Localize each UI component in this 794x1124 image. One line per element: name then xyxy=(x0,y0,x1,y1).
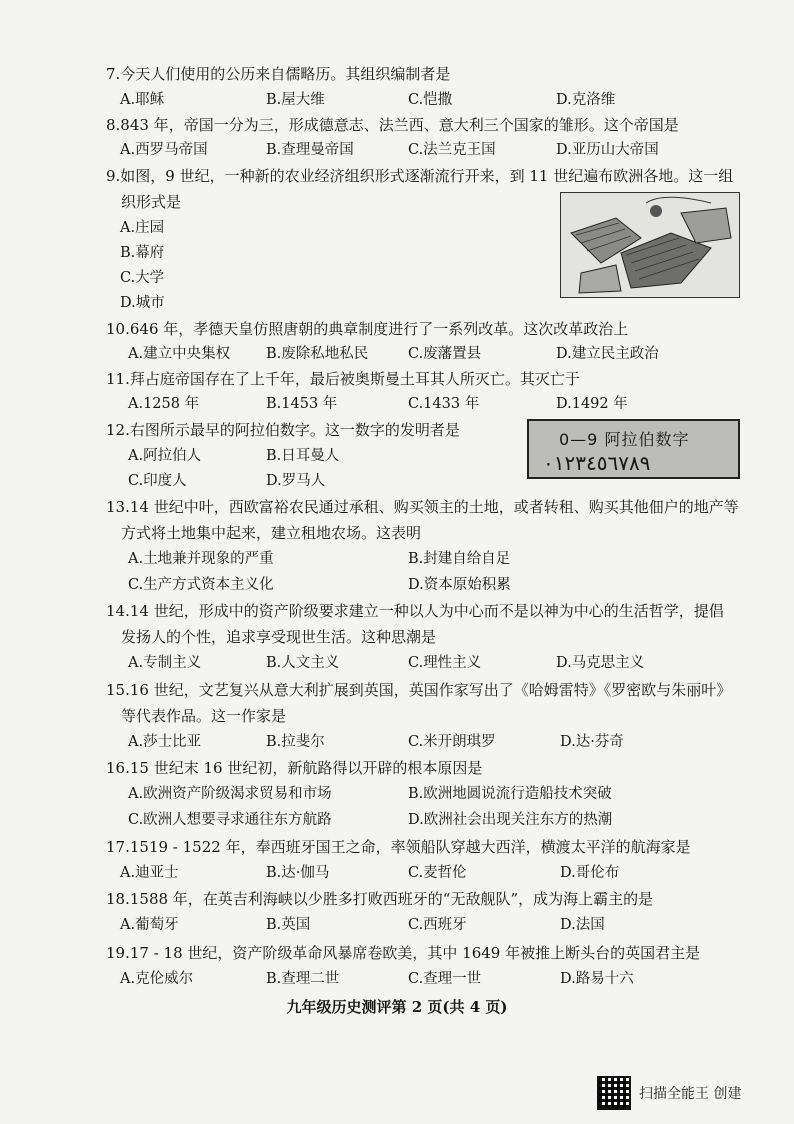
question-16-stem: 16.15 世纪末 16 世纪初，新航路得以开辟的根本原因是 xyxy=(106,759,483,777)
q17-option-d: D.哥伦布 xyxy=(560,865,620,881)
q17-option-c: C.麦哲伦 xyxy=(408,865,467,881)
manor-drawing xyxy=(561,193,739,297)
q14-option-c: C.理性主义 xyxy=(408,655,482,671)
q10-option-a: A.建立中央集权 xyxy=(128,346,231,362)
question-14-stem: 14.14 世纪，形成中的资产阶级要求建立一种以人为中心而不是以神为中心的生活哲学，提倡 xyxy=(106,602,724,620)
q18-option-a: A.葡萄牙 xyxy=(120,917,179,933)
q10-option-d: D.建立民主政治 xyxy=(556,346,659,362)
q12-option-a: A.阿拉伯人 xyxy=(128,448,202,464)
q15-option-c: C.米开朗琪罗 xyxy=(408,734,496,750)
question-9-stem: 9.如图，9 世纪，一种新的农业经济组织形式逐渐流行开来，到 11 世纪遍布欧洲各地。这一组 xyxy=(106,167,734,185)
q12-option-b: B.日耳曼人 xyxy=(266,448,340,464)
q17-option-b: B.达·伽马 xyxy=(266,865,330,881)
question-8-stem: 8.843 年，帝国一分为三，形成德意志、法兰西、意大利三个国家的雏形。这个帝国是 xyxy=(106,116,679,134)
question-17-stem: 17.1519 - 1522 年，奉西班牙国王之命，率领船队穿越大西洋，横渡太平洋的航海家是 xyxy=(106,838,691,856)
q7-option-c: C.恺撒 xyxy=(408,92,453,108)
arabic-numerals-figure xyxy=(527,419,740,479)
q16-option-b: B.欧洲地圆说流行造船技术突破 xyxy=(408,786,612,802)
q18-option-c: C.西班牙 xyxy=(408,917,467,933)
q15-option-b: B.拉斐尔 xyxy=(266,734,325,750)
question-15-stem-cont: 等代表作品。这一作家是 xyxy=(121,707,287,725)
q18-option-b: B.英国 xyxy=(266,917,311,933)
q12-option-c: C.印度人 xyxy=(128,473,187,489)
q16-option-d: D.欧洲社会出现关注东方的热潮 xyxy=(408,812,613,828)
q7-option-a: A.耶稣 xyxy=(120,92,165,108)
qr-code-icon xyxy=(597,1076,631,1110)
q12-option-d: D.罗马人 xyxy=(266,473,326,489)
question-13-stem: 13.14 世纪中叶，西欧富裕农民通过承租、购买领主的土地，或者转租、购买其他佃户的地产等 xyxy=(106,498,739,516)
q9-option-d: D.城市 xyxy=(120,295,165,311)
q13-option-a: A.土地兼并现象的严重 xyxy=(128,551,274,567)
question-15-stem: 15.16 世纪，文艺复兴从意大利扩展到英国，英国作家写出了《哈姆雷特》《罗密欧与朱丽叶》 xyxy=(106,681,732,699)
q15-option-a: A.莎士比亚 xyxy=(128,734,202,750)
q9-option-a: A.庄园 xyxy=(120,220,165,236)
manor-illustration xyxy=(560,192,740,298)
q9-option-c: C.大学 xyxy=(120,270,165,286)
page-footer: 九年级历史测评第 2 页(共 4 页) xyxy=(286,998,508,1016)
q17-option-a: A.迪亚士 xyxy=(120,865,179,881)
q19-option-d: D.路易十六 xyxy=(560,971,634,987)
question-19-stem: 19.17 - 18 世纪，资产阶级革命风暴席卷欧美，其中 1649 年被推上断头台的英国君主是 xyxy=(106,944,701,962)
arabic-figure-title: 0—9 阿拉伯数字 xyxy=(559,430,690,449)
q10-option-c: C.废藩置县 xyxy=(408,346,482,362)
question-18-stem: 18.1588 年，在英吉利海峡以少胜多打败西班牙的“无敌舰队”，成为海上霸主的是 xyxy=(106,890,654,908)
q16-option-a: A.欧洲资产阶级渴求贸易和市场 xyxy=(128,786,332,802)
q13-option-d: D.资本原始积累 xyxy=(408,577,511,593)
q11-option-a: A.1258 年 xyxy=(128,396,200,412)
q14-option-b: B.人文主义 xyxy=(266,655,340,671)
q9-option-b: B.幕府 xyxy=(120,245,165,261)
question-7-stem: 7.今天人们使用的公历来自儒略历。其组织编制者是 xyxy=(106,65,451,83)
q8-option-d: D.亚历山大帝国 xyxy=(556,142,659,158)
q15-option-d: D.达·芬奇 xyxy=(560,734,624,750)
scanner-watermark xyxy=(597,1076,741,1110)
q13-option-b: B.封建自给自足 xyxy=(408,551,511,567)
watermark-text: 扫描全能王 创建 xyxy=(639,1086,742,1102)
q19-option-b: B.查理二世 xyxy=(266,971,340,987)
q11-option-c: C.1433 年 xyxy=(408,396,480,412)
q7-option-b: B.屋大维 xyxy=(266,92,325,108)
q18-option-d: D.法国 xyxy=(560,917,605,933)
question-13-stem-cont: 方式将土地集中起来，建立租地农场。这表明 xyxy=(121,524,422,542)
q8-option-b: B.查理曼帝国 xyxy=(266,142,354,158)
q7-option-d: D.克洛维 xyxy=(556,92,616,108)
q16-option-c: C.欧洲人想要寻求通往东方航路 xyxy=(128,812,332,828)
q8-option-a: A.西罗马帝国 xyxy=(120,142,208,158)
q14-option-d: D.马克思主义 xyxy=(556,655,645,671)
q14-option-a: A.专制主义 xyxy=(128,655,202,671)
question-12-stem: 12.右图所示最早的阿拉伯数字。这一数字的发明者是 xyxy=(106,421,460,439)
q11-option-b: B.1453 年 xyxy=(266,396,338,412)
q11-option-d: D.1492 年 xyxy=(556,396,628,412)
question-9-stem-cont: 织形式是 xyxy=(121,193,182,211)
q19-option-c: C.查理一世 xyxy=(408,971,482,987)
q13-option-c: C.生产方式资本主义化 xyxy=(128,577,274,593)
question-14-stem-cont: 发扬人的个性，追求享受现世生活。这种思潮是 xyxy=(121,628,437,646)
q10-option-b: B.废除私地私民 xyxy=(266,346,369,362)
q19-option-a: A.克伦威尔 xyxy=(120,971,194,987)
q8-option-c: C.法兰克王国 xyxy=(408,142,496,158)
arabic-figure-digits: ٠١٢٣٤٥٦٧٨٩ xyxy=(543,451,651,475)
question-11-stem: 11.拜占庭帝国存在了上千年，最后被奥斯曼土耳其人所灭亡。其灭亡于 xyxy=(106,370,580,388)
question-10-stem: 10.646 年，孝德天皇仿照唐朝的典章制度进行了一系列改革。这次改革政治上 xyxy=(106,320,629,338)
